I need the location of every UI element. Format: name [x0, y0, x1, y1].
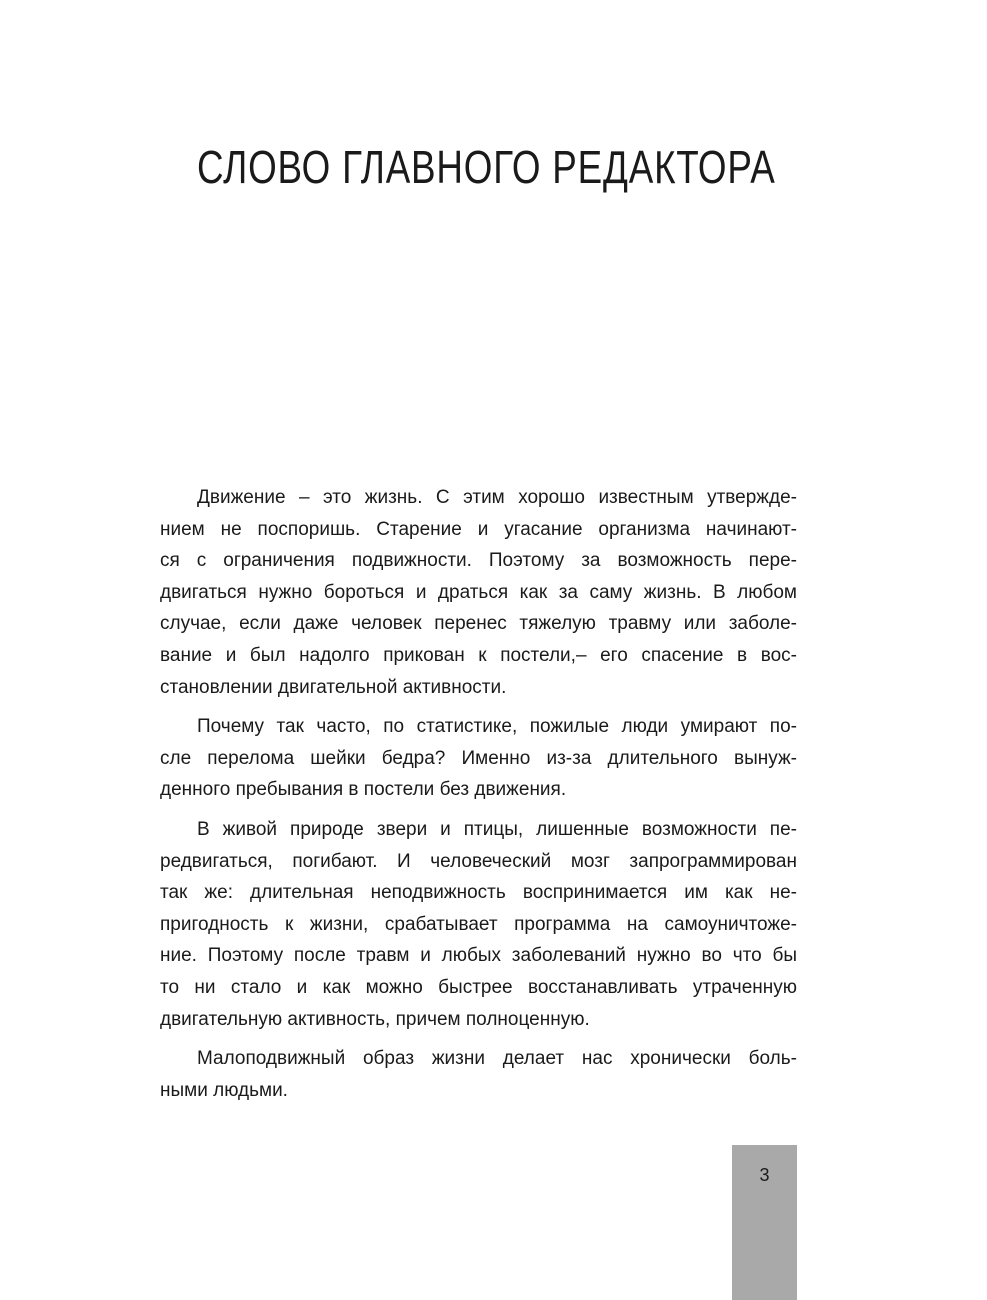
text-line: сле перелома шейки бедра? Именно из-за длительного вынуж-: [160, 747, 797, 769]
text-line: Почему так часто, по статистике, пожилые люди умирают по-: [197, 716, 797, 738]
text-line: вание и был надолго прикован к постели,– его спасение в вос-: [160, 644, 797, 666]
page-number: 3: [759, 1165, 770, 1185]
text-line: редвигаться, погибают. И человеческий мозг запрограммирован: [160, 850, 797, 872]
text-line: Малоподвижный образ жизни делает нас хронически боль-: [197, 1048, 797, 1070]
text-line: денного пребывания в постели без движения.: [160, 779, 567, 801]
text-line: становлении двигательной активности.: [160, 676, 507, 698]
text-line: ся с ограничения подвижности. Поэтому за возможность пере-: [160, 550, 797, 572]
article-body: [160, 482, 797, 1114]
text-line: В живой природе звери и птицы, лишенные возможности пе-: [197, 818, 797, 840]
text-line: двигательную активность, причем полноценную.: [160, 1008, 590, 1030]
text-line: так же: длительная неподвижность воспринимается им как не-: [160, 882, 797, 904]
paragraph: [160, 482, 797, 703]
paragraph: [160, 1043, 797, 1106]
text-line: Движение – это жизнь. С этим хорошо известным утвержде-: [197, 487, 797, 508]
text-line: то ни стало и как можно быстрее восстанавливать утраченную: [160, 976, 797, 998]
paragraph: [160, 814, 797, 1035]
paragraph: [160, 711, 797, 806]
text-line: ние. Поэтому после травм и любых заболеваний нужно во что бы: [160, 945, 797, 967]
text-line: нием не поспоришь. Старение и угасание организма начинают-: [160, 518, 797, 540]
text-line: двигаться нужно бороться и драться как за саму жизнь. В любом: [160, 581, 797, 603]
page-title: СЛОВО ГЛАВНОГО РЕДАКТОРА: [197, 141, 776, 193]
text-line: пригодность к жизни, срабатывает программа на самоуничтоже-: [160, 913, 797, 935]
page-number-tab: [732, 1145, 797, 1300]
text-line: ными людьми.: [160, 1079, 288, 1101]
text-line: случае, если даже человек перенес тяжелую травму или заболе-: [160, 613, 797, 635]
